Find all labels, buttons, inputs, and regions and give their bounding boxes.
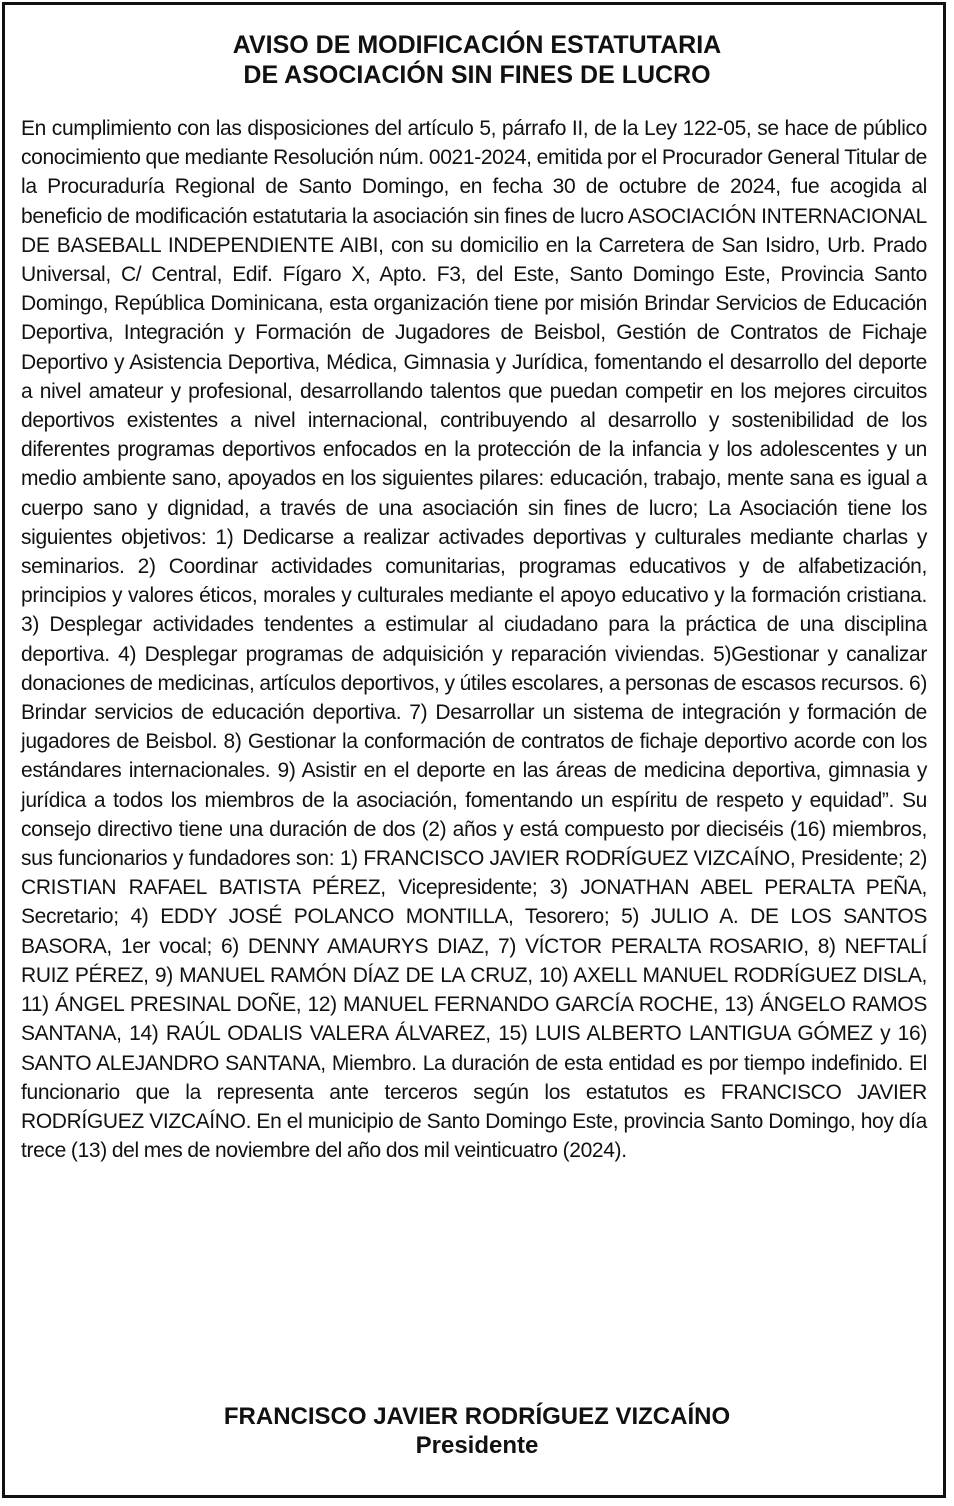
signature-block [0,1402,954,1460]
notice-title-line-2: DE ASOCIACIÓN SIN FINES DE LUCRO [243,61,711,89]
notice-body-text: En cumplimiento con las disposiciones del artículo 5, párrafo II, de la Ley 122-05, se hace de público conocimiento que mediante Resolución núm. 0021-2024, emitida por el Procurador General Titular de la Procuraduría Regional de Santo Domingo, en fecha 30 de octubre de 2024, fue acogida al beneficio de modificación estatutaria la asociación sin fines de lucro ASOCIACIÓN INTERNACIONAL DE BASEBALL INDEPENDIENTE AIBI, con su domicilio en la Carretera de San Isidro, Urb. Prado Universal, C/ Central, Edif. Fígaro X, Apto. F3, del Este, Santo Domingo Este, Provincia Santo Domingo, República Dominicana, esta organización tiene por misión Brindar Servicios de Educación Deportiva, Integración y Formación de Jugadores de Beisbol, Gestión de Contratos de Fichaje Deportivo y Asistencia Deportiva, Médica, Gimnasia y Jurídica, fomentando el desarrollo del deporte a nivel amateur y profesional, desarrollando talentos que puedan competir en los mejores circuitos deportivos existentes a nivel internacional, contribuyendo al desarrollo y sostenibilidad de los diferentes programas deportivos enfocados en la protección de la infancia y los adolescentes y un medio ambiente sano, apoyados en los siguientes pilares: educación, trabajo, mente sana es igual a cuerpo sano y dignidad, a través de una asociación sin fines de lucro; La Asociación tiene los siguientes objetivos: 1) Dedicarse a realizar activades deportivas y culturales mediante charlas y seminarios. 2) Coordinar actividades comunitarias, programas educativos y de alfabetización, principios y valores éticos, morales y culturales mediante el apoyo educativo y la formación cristiana. 3) Desplegar actividades tendentes a estimular al ciudadano para la práctica de una disciplina deportiva. 4) Desplegar programas de adquisición y reparación viviendas. 5)Gestionar y canalizar donaciones de medicinas, artículos deportivos, y útiles escolares, a personas de escasos recursos. 6) Brindar servicios de educación deportiva. 7) Desarrollar un sistema de integración y formación de jugadores de Beisbol. 8) Gestionar la conformación de contratos de fichaje deportivo acorde con los estándares internacionales. 9) Asistir en el deporte en las áreas de medicina deportiva, gimnasia y jurídica a todos los miembros de la asociación, fomentando un espíritu de respeto y equidad”. Su consejo directivo tiene una duración de dos (2) años y está compuesto por dieciséis (16) miembros, sus funcionarios y fundadores son: 1) FRANCISCO JAVIER RODRÍGUEZ VIZCAÍNO, Presidente; 2) CRISTIAN RAFAEL BATISTA PÉREZ, Vicepresidente; 3) JONATHAN ABEL PERALTA PEÑA, Secretario; 4) EDDY JOSÉ POLANCO MONTILLA, Tesorero; 5) JULIO A. DE LOS SANTOS BASORA, 1er vocal; 6) DENNY AMAURYS DIAZ, 7) VÍCTOR PERALTA ROSARIO, 8) NEFTALÍ RUIZ PÉREZ, 9) MANUEL RAMÓN DÍAZ DE LA CRUZ, 10) AXELL MANUEL RODRÍGUEZ DISLA, 11) ÁNGEL PRESINAL DOÑE, 12) MANUEL FERNANDO GARCÍA ROCHE, 13) ÁNGELO RAMOS SANTANA, 14) RAÚL ODALIS VALERA ÁLVAREZ, 15) LUIS ALBERTO LANTIGUA GÓMEZ y 16) SANTO ALEJANDRO SANTANA, Miembro. La duración de esta entidad es por tiempo indefinido. El funcionario que la representa ante terceros según los estatutos es FRANCISCO JAVIER RODRÍGUEZ VIZCAÍNO. En el municipio de Santo Domingo Este, provincia Santo Domingo, hoy día trece (13) del mes de noviembre del año dos mil veinticuatro (2024). [21,117,927,1163]
notice-title-line-1: AVISO DE MODIFICACIÓN ESTATUTARIA [232,31,722,59]
signature-name: FRANCISCO JAVIER RODRÍGUEZ VIZCAÍNO [223,1403,731,1430]
signature-role: Presidente [415,1432,539,1459]
notice-title [0,30,954,90]
